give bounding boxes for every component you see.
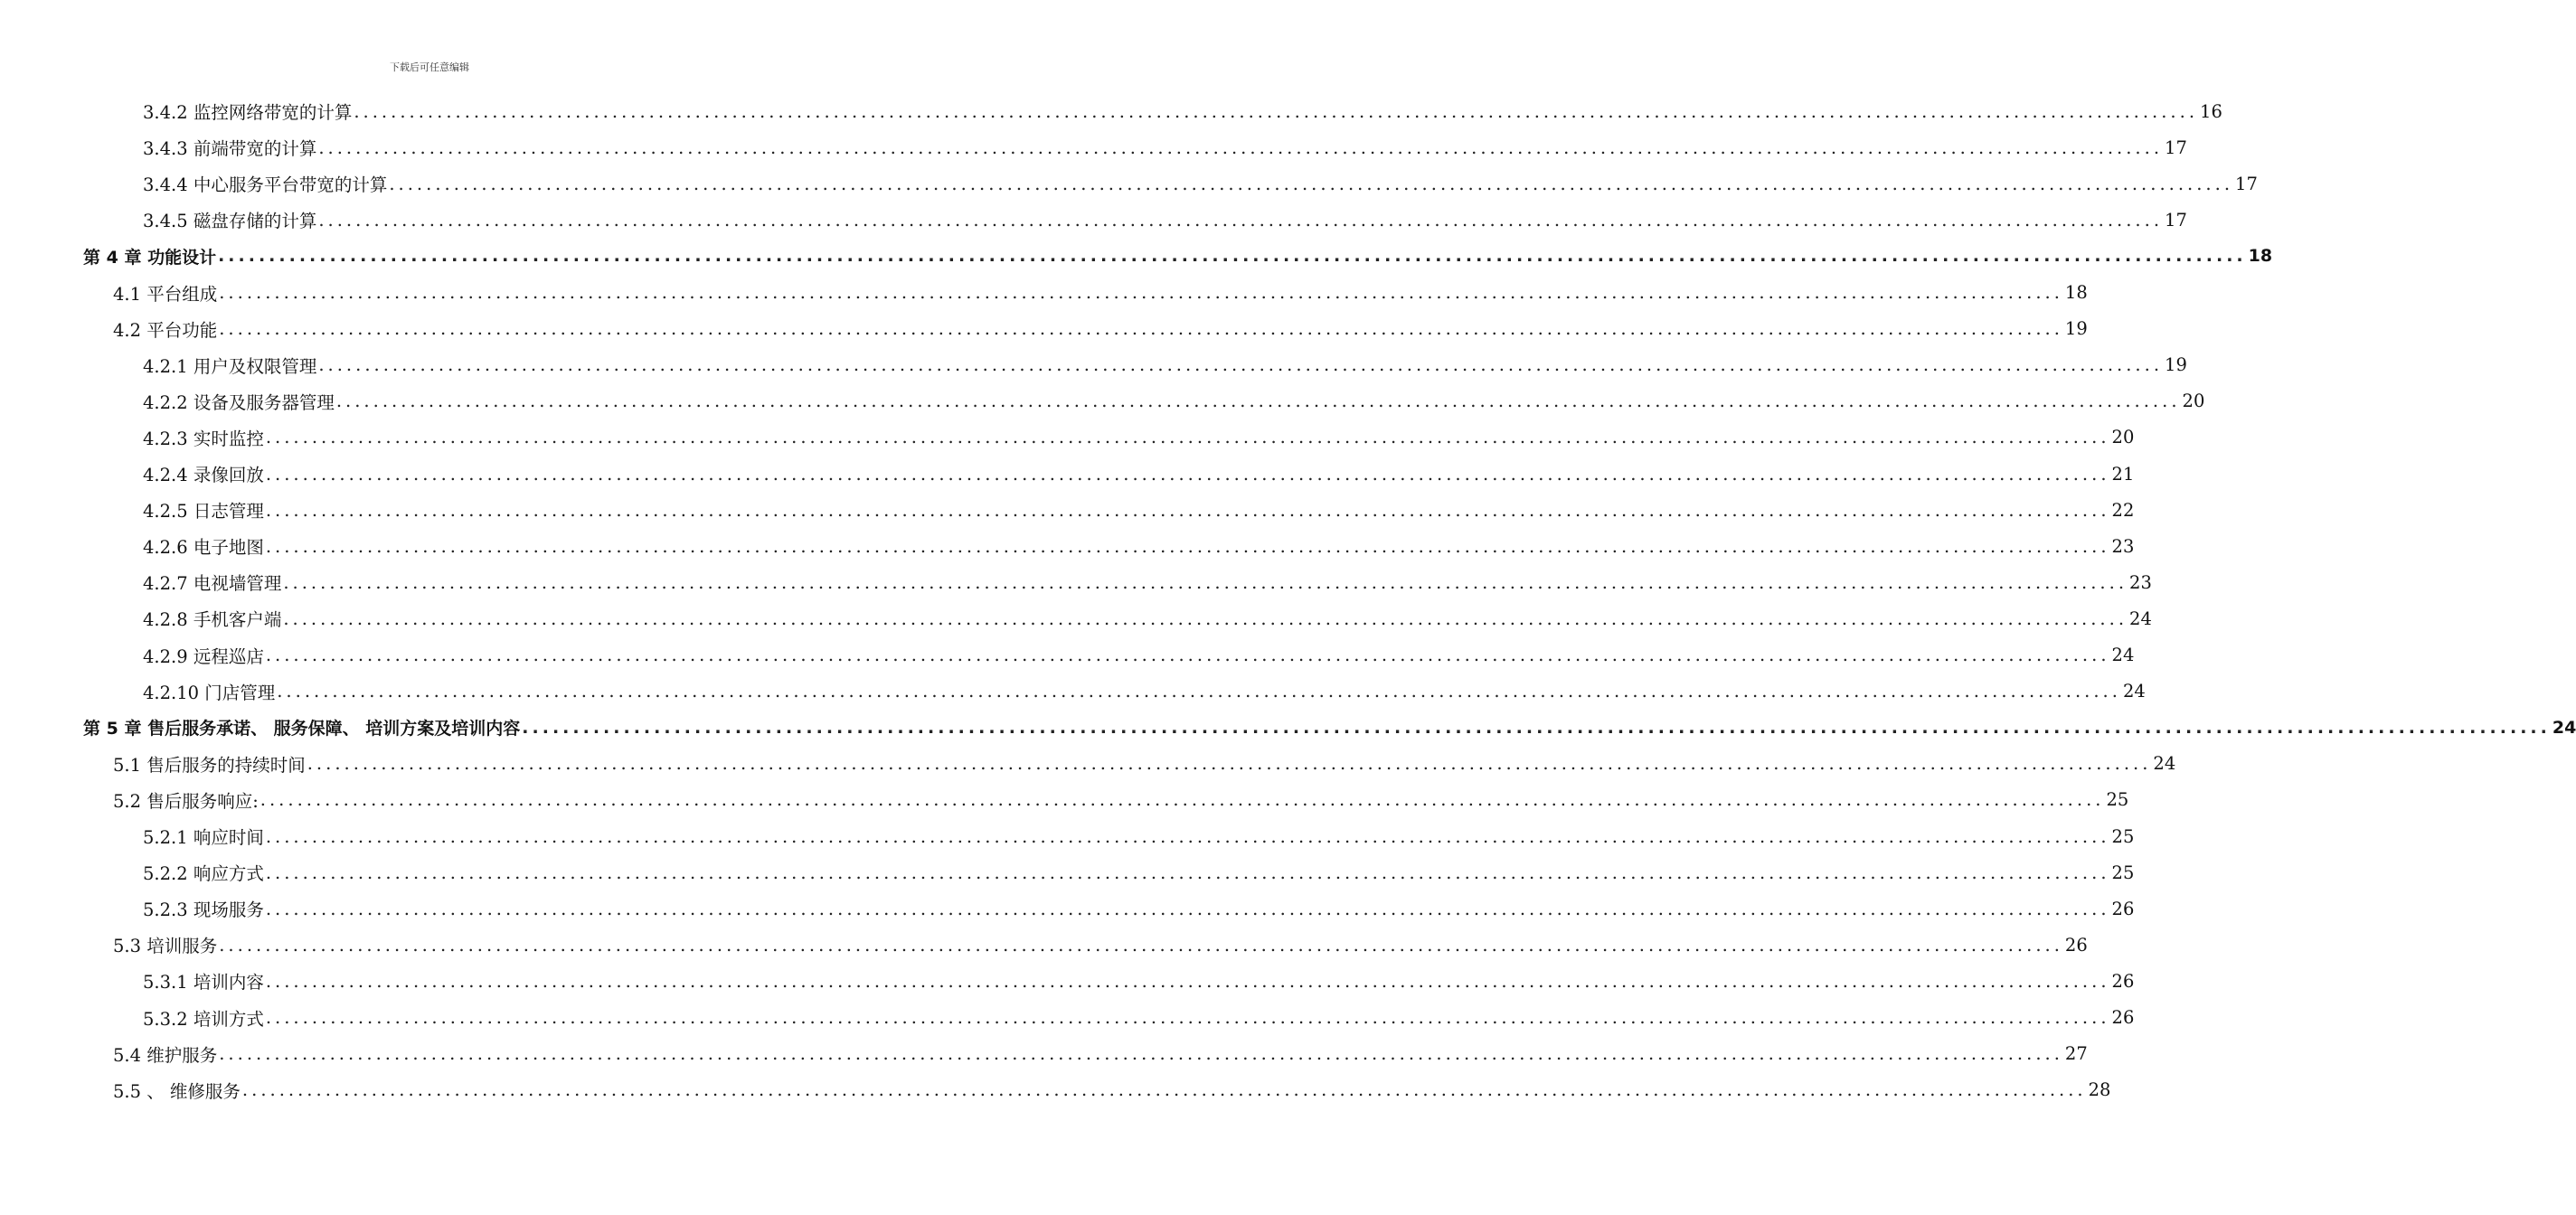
toc-entry-page-number: 24 [2111, 645, 2135, 665]
toc-entry-page-number: 23 [2111, 535, 2135, 557]
toc-entry-page-number: 26 [2064, 934, 2088, 956]
toc-entry-page-number: 20 [2111, 427, 2135, 448]
toc-entry-page-number: 17 [2165, 209, 2187, 231]
toc-entry-page-number: 28 [2088, 1079, 2111, 1101]
toc-leader-dots: ........................................................................................................................................................................................................ [265, 427, 2110, 448]
toc-entry-title: 4.2.3 实时监控 [143, 428, 264, 449]
toc-entry-title: 第 4 章 功能设计 [83, 247, 217, 268]
toc-leader-dots: ........................................................................................................................................................................................................ [219, 934, 2063, 956]
toc-leader-dots: ........................................................................................................................................................................................................ [335, 391, 2181, 412]
toc-leader-dots: ........................................................................................................................................................................................................ [219, 1043, 2063, 1065]
toc-entry[interactable] [143, 492, 2135, 528]
toc-entry-title: 4.2.10 门店管理 [143, 682, 276, 703]
toc-entry[interactable] [143, 383, 2205, 419]
toc-leader-dots: ........................................................................................................................................................................................................ [241, 1079, 2087, 1101]
toc-entry[interactable] [113, 275, 2088, 311]
toc-entry-title: 5.1 售后服务的持续时间 [113, 754, 306, 776]
toc-entry[interactable] [113, 782, 2129, 818]
toc-entry-title: 5.3 培训服务 [113, 936, 218, 957]
toc-entry[interactable] [143, 818, 2135, 854]
toc-entry[interactable] [143, 854, 2135, 890]
toc-entry[interactable] [143, 347, 2187, 383]
toc-entry-title: 4.2.5 日志管理 [143, 501, 264, 523]
toc-entry[interactable] [143, 600, 2152, 636]
toc-entry-title: 4.2.8 手机客户端 [143, 609, 282, 631]
toc-entry[interactable] [143, 1000, 2135, 1036]
toc-entry-page-number: 25 [2111, 825, 2135, 847]
toc-entry-page-number: 17 [2165, 137, 2187, 158]
toc-entry-title: 4.2.2 设备及服务器管理 [143, 391, 335, 413]
toc-entry-page-number: 26 [2111, 970, 2135, 992]
toc-entry-title: 4.2.6 电子地图 [143, 537, 264, 559]
toc-entry[interactable] [83, 710, 2576, 746]
toc-leader-dots: ........................................................................................................................................................................................................ [318, 354, 2164, 376]
toc-leader-dots: ........................................................................................................................................................................................................ [283, 571, 2128, 593]
toc-entry-title: 4.1 平台组成 [113, 283, 218, 305]
toc-leader-dots: ........................................................................................................................................................................................................ [219, 282, 2063, 303]
toc-entry-page-number: 24 [2129, 608, 2152, 629]
toc-entry[interactable] [143, 93, 2222, 129]
toc-entry-page-number: 16 [2200, 100, 2222, 122]
toc-entry-page-number: 20 [2182, 391, 2205, 412]
toc-entry-page-number: 26 [2111, 898, 2135, 919]
toc-entry-title: 5.3.2 培训方式 [143, 1008, 264, 1030]
toc-entry-title: 5.5 、 维修服务 [113, 1080, 241, 1102]
toc-entry[interactable] [113, 311, 2088, 347]
toc-leader-dots: ........................................................................................................................................................................................................ [522, 717, 2551, 738]
toc-entry[interactable] [143, 202, 2187, 238]
toc-leader-dots: ........................................................................................................................................................................................................ [259, 789, 2105, 811]
toc-entry[interactable] [143, 673, 2146, 710]
toc-leader-dots: ........................................................................................................................................................................................................ [265, 862, 2110, 883]
toc-leader-dots: ........................................................................................................................................................................................................ [389, 173, 2234, 194]
toc-leader-dots: ........................................................................................................................................................................................................ [265, 970, 2110, 992]
toc-entry-title: 3.4.2 监控网络带宽的计算 [143, 102, 353, 123]
toc-entry-title: 3.4.4 中心服务平台带宽的计算 [143, 174, 388, 196]
toc-entry[interactable] [113, 927, 2088, 963]
toc-entry[interactable] [113, 1072, 2111, 1108]
toc-leader-dots: ........................................................................................................................................................................................................ [265, 898, 2110, 919]
toc-entry-title: 5.2 售后服务响应: [113, 790, 259, 812]
toc-entry[interactable] [143, 456, 2135, 492]
toc-entry[interactable] [83, 238, 2273, 274]
toc-leader-dots: ........................................................................................................................................................................................................ [265, 463, 2110, 485]
toc-leader-dots: ........................................................................................................................................................................................................ [265, 499, 2110, 521]
toc-entry-page-number: 19 [2165, 354, 2187, 376]
toc-entry-title: 5.3.1 培训内容 [143, 972, 264, 994]
toc-entry-page-number: 25 [2111, 862, 2135, 883]
toc-entry-page-number: 24 [2153, 753, 2176, 775]
toc-entry-page-number: 21 [2111, 463, 2135, 485]
toc-entry-page-number: 17 [2235, 173, 2258, 194]
toc-leader-dots: ........................................................................................................................................................................................................ [318, 137, 2164, 158]
toc-leader-dots: ........................................................................................................................................................................................................ [218, 246, 2247, 267]
toc-entry[interactable] [143, 129, 2187, 165]
toc-entry-title: 3.4.5 磁盘存储的计算 [143, 211, 317, 232]
toc-entry[interactable] [143, 419, 2135, 456]
toc-entry-page-number: 27 [2064, 1043, 2088, 1065]
toc-leader-dots: ........................................................................................................................................................................................................ [265, 645, 2110, 665]
toc-entry[interactable] [143, 564, 2152, 600]
toc-entry-title: 5.4 维护服务 [113, 1044, 218, 1066]
toc-leader-dots: ........................................................................................................................................................................................................ [219, 318, 2063, 340]
toc-leader-dots: ........................................................................................................................................................................................................ [265, 535, 2110, 557]
toc-entry-title: 第 5 章 售后服务承诺、 服务保障、 培训方案及培训内容 [83, 719, 521, 739]
toc-entry[interactable] [143, 890, 2135, 927]
toc-entry-page-number: 18 [2064, 282, 2088, 303]
toc-entry[interactable] [143, 528, 2135, 564]
toc-entry-page-number: 24 [2552, 717, 2576, 738]
toc-entry-title: 4.2.7 电视墙管理 [143, 573, 282, 595]
toc-entry-page-number: 26 [2111, 1007, 2135, 1028]
toc-leader-dots: ........................................................................................................................................................................................................ [265, 1007, 2110, 1028]
toc-entry-title: 5.2.1 响应时间 [143, 827, 264, 848]
toc-entry-title: 4.2 平台功能 [113, 319, 218, 341]
toc-entry-page-number: 23 [2129, 571, 2152, 593]
toc-entry[interactable] [143, 165, 2258, 202]
toc-entry-title: 5.2.3 现场服务 [143, 899, 264, 921]
toc-entry-title: 4.2.4 录像回放 [143, 465, 264, 485]
toc-leader-dots: ........................................................................................................................................................................................................ [354, 100, 2199, 122]
toc-entry-page-number: 22 [2111, 499, 2135, 521]
toc-leader-dots: ........................................................................................................................................................................................................ [307, 753, 2152, 775]
toc-entry-page-number: 18 [2248, 246, 2273, 267]
toc-entry-title: 5.2.2 响应方式 [143, 863, 264, 885]
toc-entry-page-number: 19 [2064, 318, 2088, 340]
toc-leader-dots: ........................................................................................................................................................................................................ [283, 608, 2128, 629]
toc-entry[interactable] [113, 746, 2176, 782]
toc-leader-dots: ........................................................................................................................................................................................................ [318, 209, 2164, 231]
toc-entry-title: 3.4.3 前端带宽的计算 [143, 138, 317, 160]
toc-entry-title: 4.2.9 远程巡店 [143, 645, 264, 667]
toc-entry-page-number: 25 [2106, 789, 2129, 811]
toc-entry[interactable] [113, 1036, 2088, 1072]
toc-entry-page-number: 24 [2122, 681, 2146, 702]
toc-entry-title: 4.2.1 用户及权限管理 [143, 355, 317, 377]
toc-leader-dots: ........................................................................................................................................................................................................ [277, 681, 2121, 702]
page-header: 下载后可任意编辑 [390, 61, 469, 73]
toc-leader-dots: ........................................................................................................................................................................................................ [265, 825, 2110, 847]
toc-entry[interactable] [143, 963, 2135, 999]
toc-entry[interactable] [143, 637, 2135, 673]
